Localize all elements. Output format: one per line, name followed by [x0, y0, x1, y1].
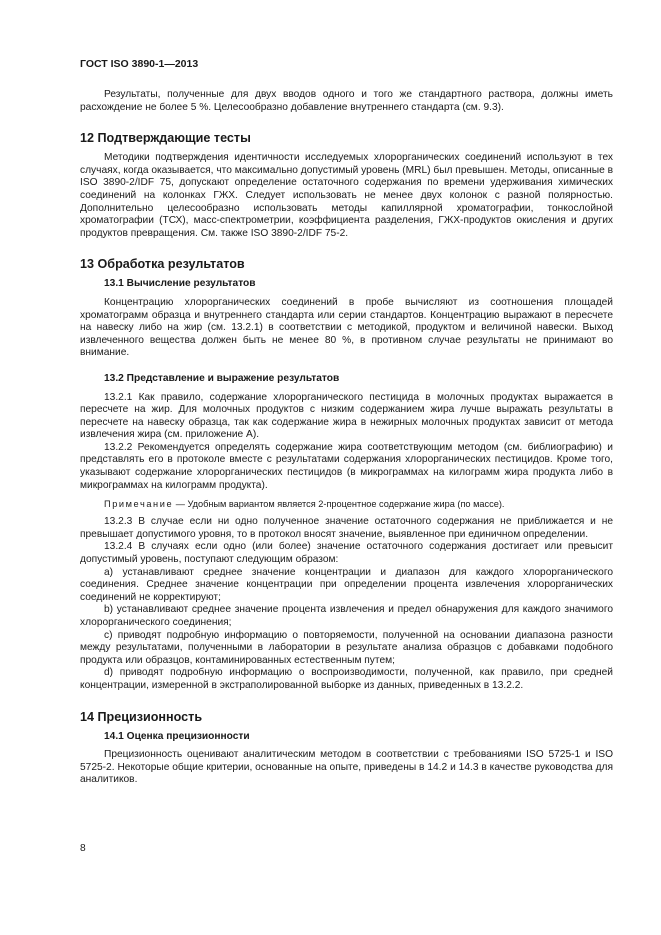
subsection-13-1-paragraph: Концентрацию хлорорганических соединений в пробе вычисляют из соотношения площадей хроматограмм образца и внутреннего стандарта или серии стандартов. Концентрацию выражают в пересчете на навеску либо на жир (см. 13.2.1) в соответствии с методикой, продуктом и величиной навески. Выход извлеченного вещества должен быть не менее 80 %, в противном случае результаты не принимают во внимание. — [80, 296, 613, 359]
clause-13-2-2: 13.2.2 Рекомендуется определять содержание жира соответствующим методом (см. библиографию) и представлять его в протоколе вместе с результатами содержания хлорорганических пестицидов. Кроме того, указывают содержание хлорорганических пестицидов (в микрограммах на килограмм жира продукта либо в микрограммах на килограмм продукта). — [80, 441, 613, 491]
list-item-b: b) устанавливают среднее значение процента извлечения и предел обнаружения для каждого значимого хлорорганического соединения; — [80, 604, 613, 628]
section-12-paragraph: Методики подтверждения идентичности исследуемых хлорорганических соединений используют в тех случаях, когда оказывается, что максимально допустимый уровень (MRL) был превышен. Методы, описанные в ISO 3890-2/IDF 75, допускают определение остаточного содержания по времени удерживания химических соединений на колонках ГЖХ. Следует использовать не менее двух колонок с разной полярностью. Дополнительно целесообразно использовать методы капиллярной хроматографии, тонкослойной хроматографии (ТСХ), масс-спектрометрии, коэффициента разделения, ГЖХ-продуктов окисления и других продуктов превращения. См. также ISO 3890-2/IDF 75-2. — [80, 152, 613, 239]
subsection-13-2-title: 13.2 Представление и выражение результатов — [104, 372, 340, 384]
section-12-title: 12 Подтверждающие тесты — [80, 131, 251, 146]
list-item-a: a) устанавливают среднее значение концентрации и диапазон для каждого хлорорганического соединения. Среднее значение концентрации при определении процента извлечения хлорорганических соединений не корректируют; — [80, 566, 613, 603]
section-14-title: 14 Прецизионность — [80, 709, 203, 724]
list-item-d: d) приводят подробную информацию о воспроизводимости, полученной, как правило, при средней концентрации, измеренной в экстраполированной выборке из данных, приведенных в 13.2.2. — [80, 667, 613, 691]
subsection-13-1-title: 13.1 Вычисление результатов — [104, 278, 256, 290]
intro-paragraph: Результаты, полученные для двух вводов одного и того же стандартного раствора, должны иметь расхождение не более 5 %. Целесообразно добавление внутреннего стандарта (см. 9.3). — [80, 89, 613, 113]
document-body — [80, 89, 613, 787]
clause-13-2-1: 13.2.1 Как правило, содержание хлорорганического пестицида в молочных продуктах выражается в пересчете на жир. Для молочных продуктов с низким содержанием жира лучше выражать результаты в пересчете на навеску образца, так как содержание жира в нежирных молочных продуктах зависит от метода извлечения жира (см. приложение А). — [80, 391, 613, 441]
list-item-c: c) приводят подробную информацию о повторяемости, полученной на основании диапазона разности между результатами, полученными в лаборатории в результате анализа образцов с добавками подобного продукта или образцов, контаминированных естественным путем; — [80, 629, 613, 666]
subsection-14-1-paragraph: Прецизионность оценивают аналитическим методом в соответствии с требованиями ISO 5725-1 и ISO 5725-2. Некоторые общие критерии, основанные на опыте, приведены в 14.2 и 14.3 в качестве руководства для аналитиков. — [80, 749, 613, 786]
clause-13-2-3: 13.2.3 В случае если ни одно полученное значение остаточного содержания не приближается и не превышает допустимого уровня, то в протокол вносят значение, выявленное при единичном определении. — [80, 516, 613, 540]
note — [80, 498, 613, 510]
note-label: Примечание — [104, 499, 174, 510]
section-13-title: 13 Обработка результатов — [80, 257, 245, 272]
subsection-14-1-title: 14.1 Оценка прецизионности — [104, 730, 250, 742]
document-header: ГОСТ ISO 3890-1—2013 — [80, 58, 199, 70]
note-text: — Удобным вариантом является 2-процентное содержание жира (по массе). — [173, 499, 505, 510]
clause-13-2-4: 13.2.4 В случаях если одно (или более) значение остаточного содержания достигает или превысит допустимый уровень, поступают следующим образом: — [80, 541, 613, 566]
page-number: 8 — [80, 843, 86, 854]
